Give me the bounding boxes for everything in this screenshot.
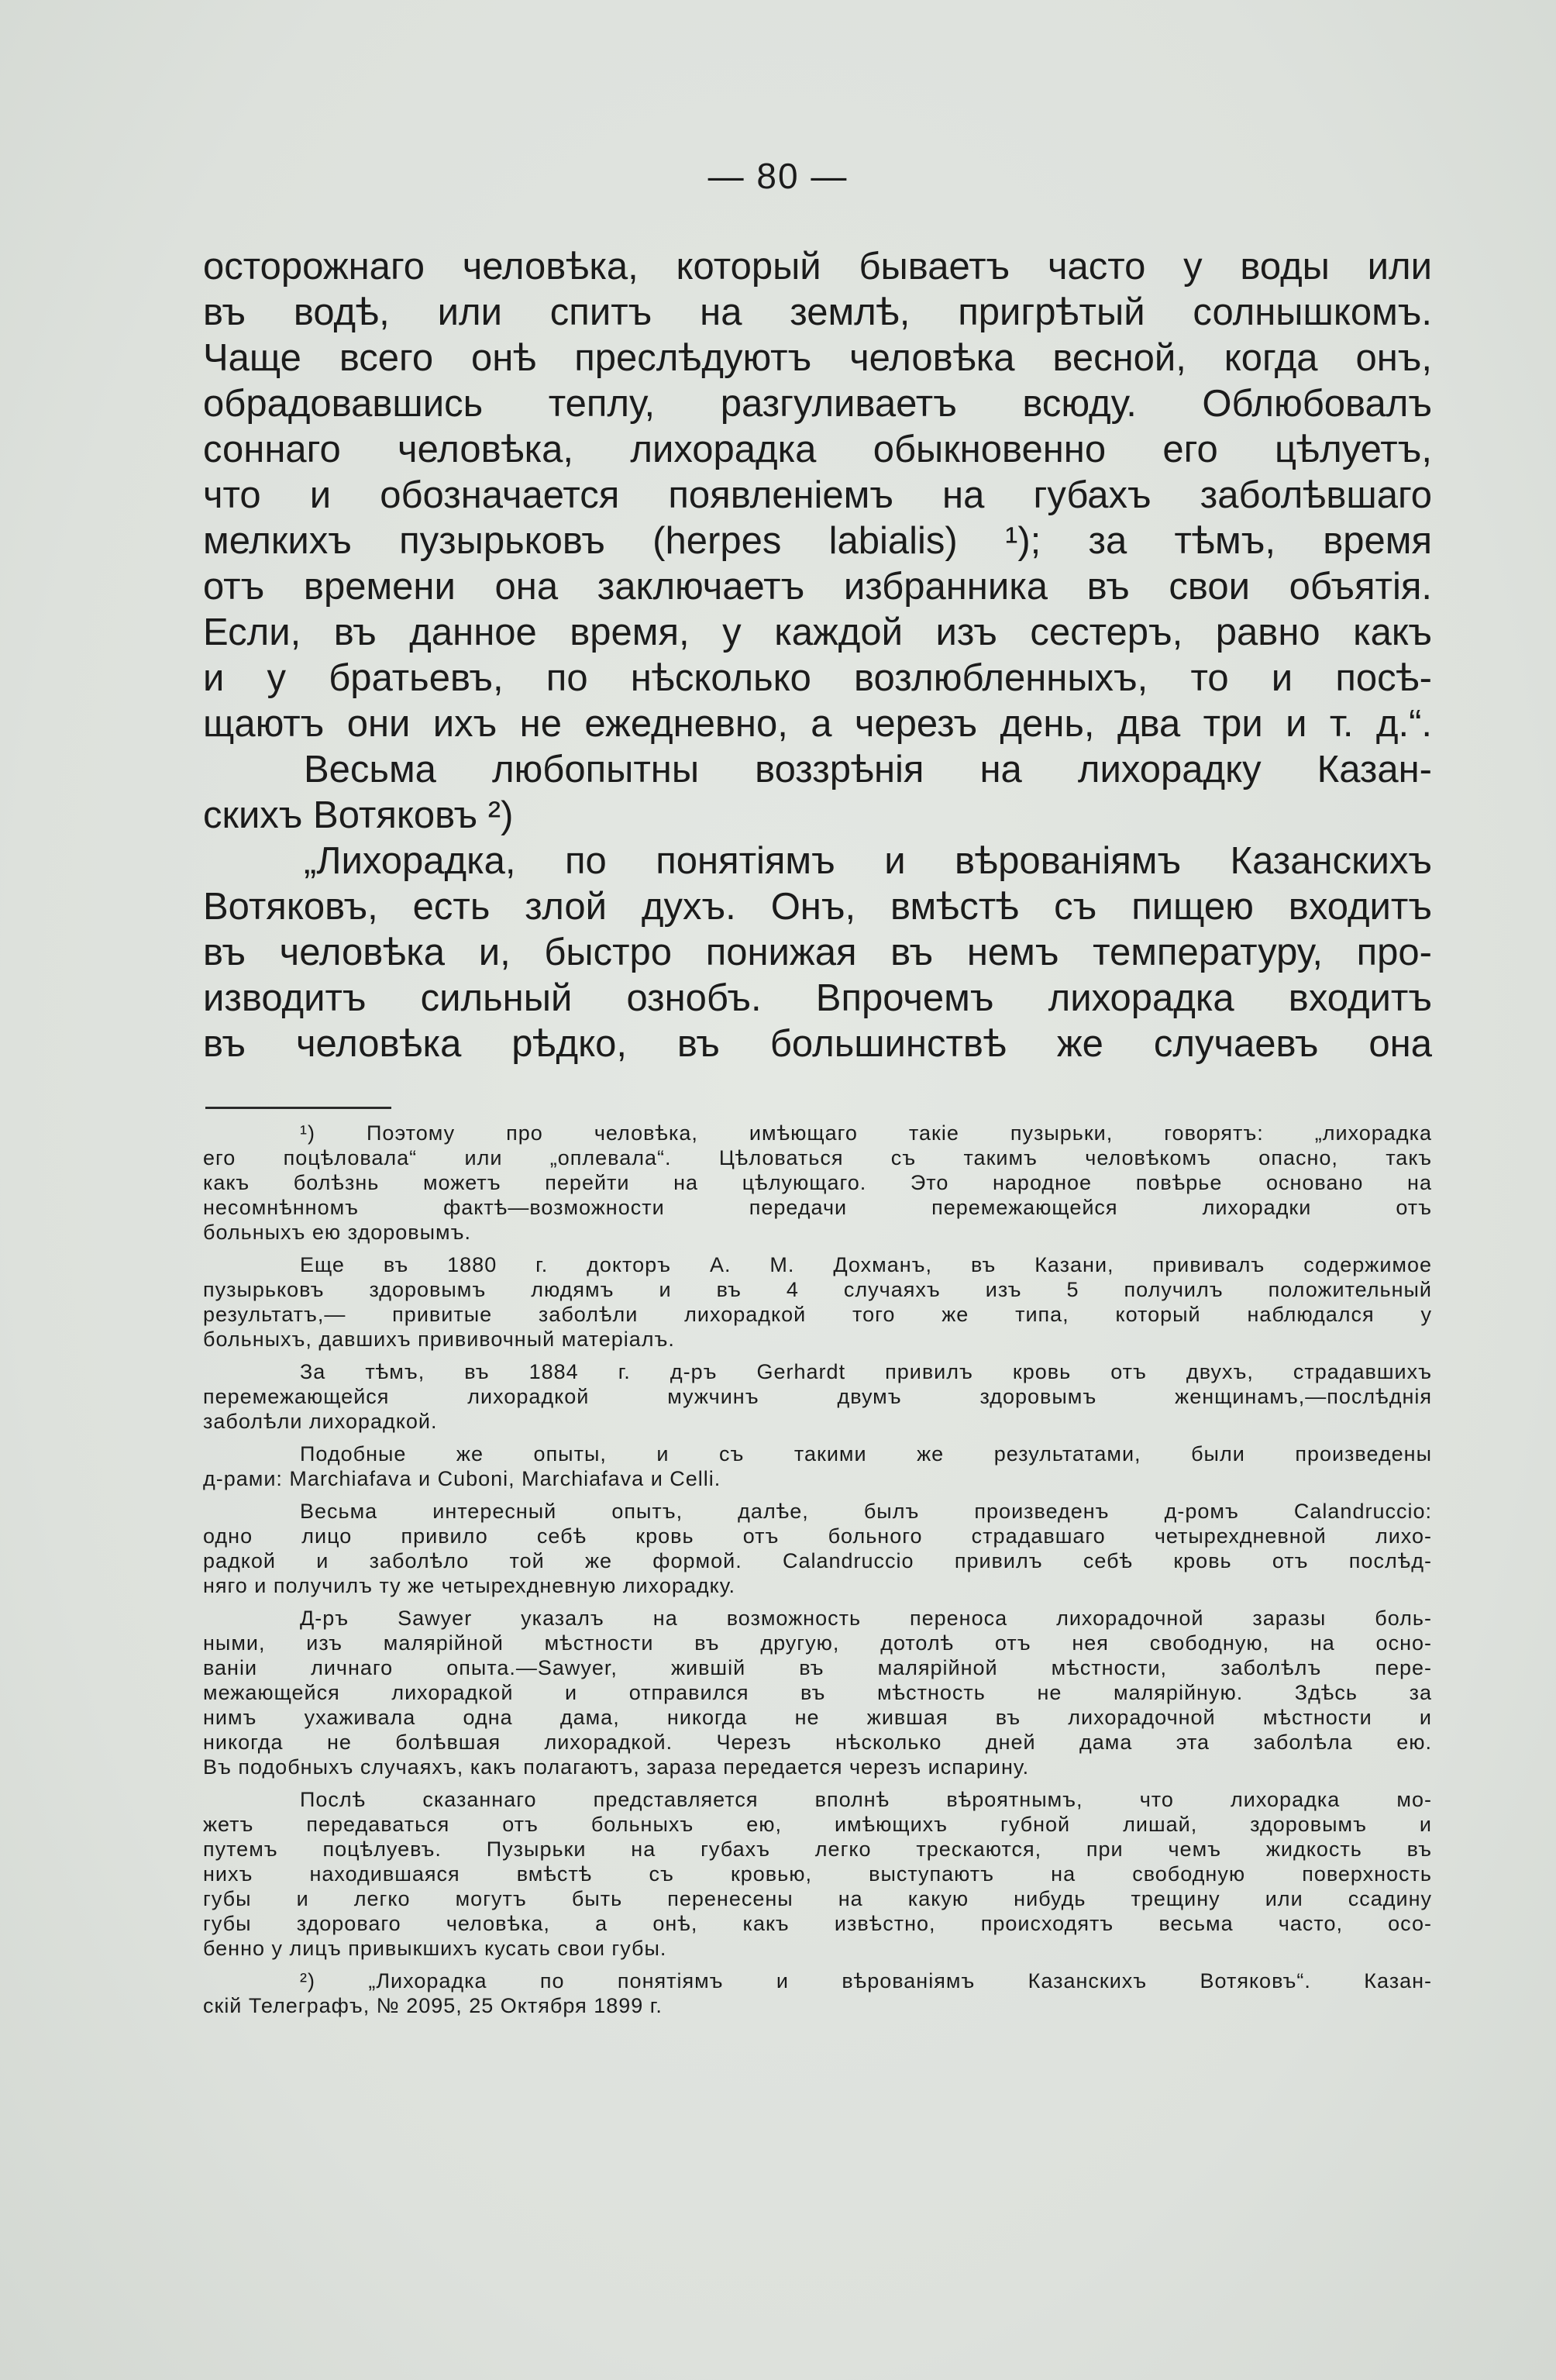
footnote-line: ¹) Поэтому про человѣка, имѣющаго такіе пузырьки, говорятъ: „лихорадка <box>300 1121 1432 1145</box>
text-line: скихъ Вотяковъ ²) <box>203 794 514 836</box>
footnote-line: несомнѣнномъ фактѣ—возможности передачи перемежающейся лихорадки отъ <box>203 1196 1432 1219</box>
footnote-paragraph <box>203 1441 1432 1491</box>
footnote-line: заболѣли лихорадкой. <box>203 1410 438 1433</box>
footnote-line: Подобные же опыты, и съ такими же результатами, были произведены <box>300 1442 1432 1466</box>
text-line: обрадовавшись теплу, разгуливаетъ всюду. Облюбовалъ <box>203 383 1432 425</box>
text-line: Чаще всего онѣ преслѣдуютъ человѣка весной, когда онъ, <box>203 337 1432 379</box>
text-line: Вотяковъ, есть злой духъ. Онъ, вмѣстѣ съ пищею входитъ <box>203 886 1432 928</box>
footnote-line: ²) „Лихорадка по понятіямъ и вѣрованіямъ Казанскихъ Вотяковъ“. Казан- <box>300 1969 1432 1993</box>
footnote-line: губы здороваго человѣка, а онѣ, какъ извѣстно, происходятъ весьма часто, осо- <box>203 1912 1432 1935</box>
text-line: и у братьевъ, по нѣсколько возлюбленныхъ, то и посѣ- <box>203 657 1432 699</box>
footnote-line: Еще въ 1880 г. докторъ А. М. Дохманъ, въ Казани, прививалъ содержимое <box>300 1253 1432 1276</box>
text-line: въ человѣка рѣдко, въ большинствѣ же случаевъ она <box>203 1023 1432 1065</box>
text-line: мелкихъ пузырьковъ (herpes labialis) ¹); за тѣмъ, время <box>203 520 1432 562</box>
footnote-line: перемежающейся лихорадкой мужчинъ двумъ здоровымъ женщинамъ,—послѣднія <box>203 1385 1432 1408</box>
footnote-line: губы и легко могутъ быть перенесены на какую нибудь трещину или ссадину <box>203 1887 1432 1910</box>
footnote-line: За тѣмъ, въ 1884 г. д-ръ Gerhardt привилъ кровь отъ двухъ, страдавшихъ <box>300 1360 1432 1383</box>
footnote-line: няго и получилъ ту же четырехдневную лихорадку. <box>203 1574 736 1597</box>
footnote-line: Въ подобныхъ случаяхъ, какъ полагаютъ, зараза передается черезъ испарину. <box>203 1755 1030 1779</box>
footnote-line: радкой и заболѣло той же формой. Calandruccio привилъ себѣ кровь отъ послѣд- <box>203 1549 1432 1572</box>
text-line: что и обозначается появленіемъ на губахъ заболѣвшаго <box>203 474 1432 516</box>
footnote-line: какъ болѣзнь можетъ перейти на цѣлующаго. Это народное повѣрье основано на <box>203 1171 1432 1194</box>
footnote-line: одно лицо привило себѣ кровь отъ больного страдавшаго четырехдневной лихо- <box>203 1524 1432 1548</box>
text-line: Весьма любопытны воззрѣнія на лихорадку Казан- <box>304 749 1432 790</box>
footnote-line: ваніи личнаго опыта.—Sawyer, жившій въ малярійной мѣстности, заболѣлъ пере- <box>203 1656 1432 1679</box>
footnote-line: путемъ поцѣлуевъ. Пузырьки на губахъ легко трескаются, при чемъ жидкость въ <box>203 1838 1432 1861</box>
footnote-line: его поцѣловала“ или „оплевала“. Цѣловаться съ такимъ человѣкомъ опасно, такъ <box>203 1146 1432 1169</box>
page-number: — 80 — <box>707 156 849 196</box>
text-line: изводитъ сильный ознобъ. Впрочемъ лихорадка входитъ <box>203 977 1432 1019</box>
text-line: соннаго человѣка, лихорадка обыкновенно его цѣлуетъ, <box>203 429 1432 470</box>
footnote-line: ными, изъ малярійной мѣстности въ другую, дотолѣ отъ нея свободную, на осно- <box>203 1631 1432 1655</box>
footnote-paragraph <box>203 1252 1432 1352</box>
footnote-line: Послѣ сказаннаго представляется вполнѣ вѣроятнымъ, что лихорадка мо- <box>300 1788 1432 1811</box>
footnote-line: нихъ находившаяся вмѣстѣ съ кровью, выступаютъ на свободную поверхность <box>203 1862 1432 1886</box>
text-line: въ водѣ, или спитъ на землѣ, пригрѣтый солнышкомъ. <box>203 291 1432 333</box>
main-text-block <box>203 244 1432 1067</box>
footnote-line: д-рами: Marchiafava и Cuboni, Marchiafava и Celli. <box>203 1467 721 1490</box>
footnote-line: пузырьковъ здоровымъ людямъ и въ 4 случаяхъ изъ 5 получилъ положительный <box>203 1278 1432 1301</box>
footnote-line: нимъ ухаживала одна дама, никогда не жившая въ лихорадочной мѣстности и <box>203 1706 1432 1729</box>
footnote-2 <box>203 1968 1432 2018</box>
text-line: отъ времени она заключаетъ избранника въ свои объятія. <box>203 566 1432 608</box>
footnote-paragraph <box>203 1606 1432 1779</box>
footnote-line: жетъ передаваться отъ больныхъ ею, имѣющихъ губной лишай, здоровымъ и <box>203 1813 1432 1836</box>
footnote-line: больныхъ ею здоровымъ. <box>203 1221 471 1244</box>
footnotes-block <box>203 1121 1432 2026</box>
footnote-line: скій Телеграфъ, № 2095, 25 Октября 1899 г. <box>203 1994 663 2017</box>
footnote-divider <box>205 1107 391 1109</box>
footnote-paragraph <box>203 1499 1432 1598</box>
footnote-1 <box>203 1121 1432 1245</box>
footnote-line: Весьма интересный опытъ, далѣе, былъ произведенъ д-ромъ Calandruccio: <box>300 1500 1432 1523</box>
footnote-line: бенно у лицъ привыкшихъ кусать свои губы. <box>203 1937 667 1960</box>
text-line: осторожнаго человѣка, который бываетъ часто у воды или <box>203 246 1432 288</box>
footnote-paragraph <box>203 1359 1432 1434</box>
footnote-paragraph <box>203 1787 1432 1961</box>
text-line: Если, въ данное время, у каждой изъ сестеръ, равно какъ <box>203 611 1432 653</box>
text-line: „Лихорадка, по понятіямъ и вѣрованіямъ Казанскихъ <box>304 840 1432 882</box>
footnote-line: межающейся лихорадкой и отправился въ мѣстность не малярійную. Здѣсь за <box>203 1681 1432 1704</box>
text-line: въ человѣка и, быстро понижая въ немъ температуру, про- <box>203 932 1432 973</box>
footnote-line: Д-ръ Sawyer указалъ на возможность переноса лихорадочной заразы боль- <box>300 1607 1432 1630</box>
footnote-line: никогда не болѣвшая лихорадкой. Черезъ нѣсколько дней дама эта заболѣла ею. <box>203 1731 1432 1754</box>
text-line: щаютъ они ихъ не ежедневно, а черезъ день, два три и т. д.“. <box>203 703 1432 745</box>
footnote-line: больныхъ, давшихъ прививочный матеріалъ. <box>203 1328 675 1351</box>
footnote-line: результатъ,— привитые заболѣли лихорадкой того же типа, который наблюдался у <box>203 1303 1432 1326</box>
